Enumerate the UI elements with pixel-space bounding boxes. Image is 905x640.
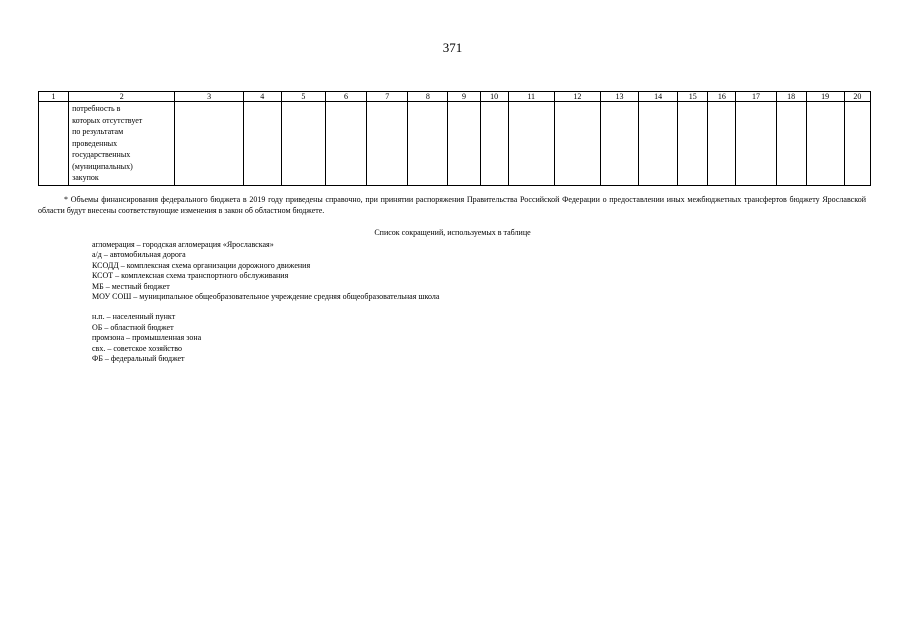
- column-number: 6: [325, 92, 366, 102]
- table-cell: [806, 102, 844, 186]
- column-number: 12: [554, 92, 600, 102]
- table-cell: [175, 102, 243, 186]
- page-number: 371: [442, 40, 463, 55]
- table-header-row: [39, 92, 871, 102]
- column-number: 17: [736, 92, 776, 102]
- column-number: 7: [367, 92, 408, 102]
- column-number: 4: [243, 92, 281, 102]
- abbreviation-item: МБ – местный бюджет: [92, 281, 170, 291]
- abbreviations-title: Список сокращений, используемых в таблице: [374, 228, 531, 237]
- table-cell: [325, 102, 366, 186]
- table-cell: [708, 102, 736, 186]
- column-number: 10: [480, 92, 508, 102]
- table-cell: [69, 102, 175, 186]
- column-number: 2: [69, 92, 175, 102]
- abbreviations-list: [92, 240, 439, 364]
- column-number: 11: [508, 92, 554, 102]
- abbreviation-item: ФБ – федеральный бюджет: [92, 354, 185, 364]
- table-cell: [600, 102, 638, 186]
- table-cell: [554, 102, 600, 186]
- abbreviation-item: КСОДД – комплексная схема организации дорожного движения: [92, 260, 311, 270]
- column-number: 1: [39, 92, 69, 102]
- table-cell: [480, 102, 508, 186]
- list-spacer: [92, 302, 439, 312]
- abbreviation-item: промзона – промышленная зона: [92, 333, 202, 343]
- column-number: 15: [678, 92, 708, 102]
- table-cell: [281, 102, 325, 186]
- table-cell: [639, 102, 678, 186]
- table-row: [39, 102, 871, 186]
- abbreviation-item: МОУ СОШ – муниципальное общеобразовательное учреждение средняя общеобразовательная школа: [92, 292, 440, 302]
- column-number: 14: [639, 92, 678, 102]
- table-cell: [39, 102, 69, 186]
- abbreviation-item: агломерация – городская агломерация «Ярославская»: [92, 240, 274, 249]
- table-cell: [776, 102, 806, 186]
- column-number: 19: [806, 92, 844, 102]
- table-cell: [367, 102, 408, 186]
- row-description: потребность в которых отсутствует по результатам проведенных государственных (муниципальных) закупок: [72, 104, 143, 182]
- table-cell: [736, 102, 776, 186]
- table-cell: [448, 102, 480, 186]
- column-number: 20: [844, 92, 870, 102]
- table-cell: [678, 102, 708, 186]
- column-number: 18: [776, 92, 806, 102]
- footnote: * Объемы финансирования федерального бюджета в 2019 году приведены справочно, при принятии распоряжения Правительства Российской Федерации о предоставлении иных межбюджетных трансфертов бюджету Ярославской области будут внесены соответствующие изменения в закон об областном бюджете.: [38, 195, 866, 215]
- column-number: 9: [448, 92, 480, 102]
- column-number: 3: [175, 92, 243, 102]
- abbreviation-item: а/д – автомобильная дорога: [92, 250, 186, 260]
- table-cell: [508, 102, 554, 186]
- column-number: 16: [708, 92, 736, 102]
- table-cell: [844, 102, 870, 186]
- abbreviation-item: КСОТ – комплексная схема транспортного обслуживания: [92, 271, 289, 281]
- table-cell: [408, 102, 448, 186]
- abbreviation-item: свх. – советское хозяйство: [92, 343, 183, 353]
- abbreviation-item: ОБ – областной бюджет: [92, 322, 174, 332]
- table-cell: [243, 102, 281, 186]
- column-number: 8: [408, 92, 448, 102]
- budget-table: [38, 91, 871, 186]
- abbreviation-item: н.п. – населенный пункт: [92, 312, 176, 322]
- column-number: 5: [281, 92, 325, 102]
- column-number: 13: [600, 92, 638, 102]
